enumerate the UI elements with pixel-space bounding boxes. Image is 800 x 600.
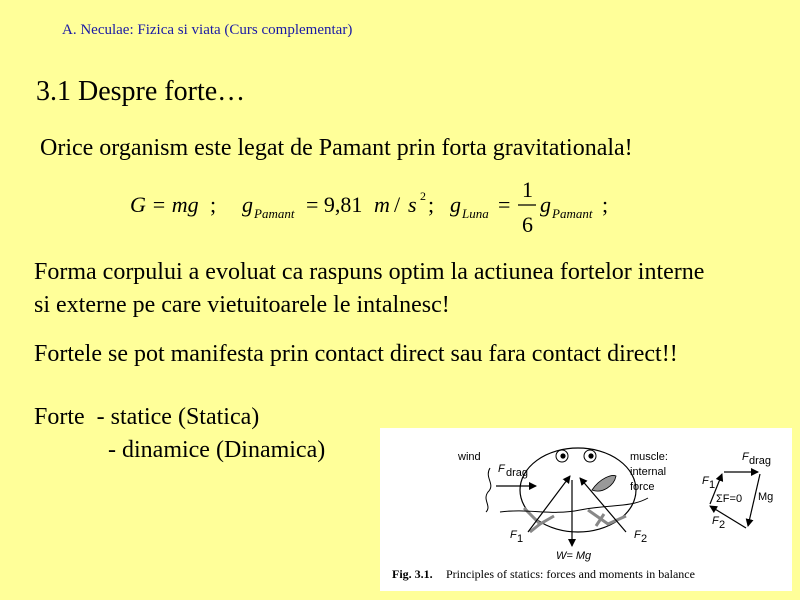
- formula-unit-m: m: [374, 192, 390, 217]
- formula-earth-sub: Pamant: [254, 206, 295, 221]
- formula-sep: ;: [602, 192, 609, 217]
- tri-f1-label: F: [702, 475, 709, 487]
- figure-caption: Principles of statics: forces and moments in balance: [446, 567, 695, 581]
- tri-f1-sub: 1: [709, 479, 716, 491]
- tri-sum-label: ΣF=0: [716, 493, 743, 505]
- paragraph-line: si externe pe care vietuitoarele le intalnesc!: [34, 292, 450, 318]
- f1-label: F: [510, 529, 517, 541]
- tri-mg-label: Mg: [758, 491, 774, 503]
- muscle-label: internal: [630, 466, 667, 478]
- fdrag-sub: drag: [506, 467, 529, 479]
- f2-sub: 2: [641, 533, 648, 545]
- formula-sup: 2: [420, 189, 426, 203]
- formula-eq: =: [498, 192, 511, 217]
- wind-curve: [486, 468, 491, 512]
- formula-frac-den: 6: [522, 212, 533, 237]
- formula-frac-num: 1: [522, 177, 533, 202]
- right-foot: [588, 510, 626, 524]
- left-foot: [524, 508, 554, 524]
- formula-earth-sub: Pamant: [552, 206, 593, 221]
- beak-shape: [592, 476, 616, 492]
- formula-g-eq: G = mg: [130, 192, 199, 217]
- formula-slash: /: [394, 192, 401, 217]
- formula-sep: ;: [210, 192, 217, 217]
- tri-f2-label: F: [712, 515, 719, 527]
- paragraph-line: Forma corpului a evoluat ca raspuns optim la actiunea fortelor interne: [34, 259, 705, 285]
- tri-f2-sub: 2: [719, 519, 726, 531]
- contact-forces-text: Fortele se pot manifesta prin contact direct sau fara contact direct!!: [34, 341, 678, 367]
- formula-g-earth: g: [242, 192, 253, 217]
- statics-figure: [380, 428, 792, 591]
- muscle-label: muscle:: [630, 451, 668, 463]
- forces-static-item: Forte - statice (Statica): [34, 404, 260, 430]
- formula-unit-s: s: [408, 192, 417, 217]
- formula-earth-value: = 9,81: [306, 192, 363, 217]
- formula-g-moon: g: [450, 192, 461, 217]
- body-form-paragraph: [34, 256, 794, 322]
- fdrag-label: F: [498, 463, 505, 475]
- f1-sub: 1: [517, 533, 524, 545]
- muscle-label: force: [630, 481, 655, 493]
- forces-dynamic-item: - dinamice (Dinamica): [108, 437, 326, 463]
- gravity-formula: [130, 177, 650, 240]
- wind-label: wind: [458, 451, 481, 463]
- f2-label: F: [634, 529, 641, 541]
- left-pupil: [560, 453, 565, 458]
- section-title: 3.1 Despre forte…: [36, 76, 246, 107]
- course-header: A. Neculae: Fizica si viata (Curs complementar): [62, 22, 353, 38]
- f1-arrow: [528, 476, 570, 532]
- right-pupil: [588, 453, 593, 458]
- intro-text: Orice organism este legat de Pamant prin forta gravitationala!: [40, 135, 633, 161]
- weight-label: W= Mg: [556, 550, 592, 562]
- tri-fdrag-label: F: [742, 451, 749, 463]
- formula-sep: ;: [428, 192, 435, 217]
- tri-fdrag-sub: drag: [749, 455, 772, 467]
- formula-moon-sub: Luna: [462, 206, 489, 221]
- figure-caption-label: Fig. 3.1.: [392, 567, 433, 581]
- formula-g-earth: g: [540, 192, 551, 217]
